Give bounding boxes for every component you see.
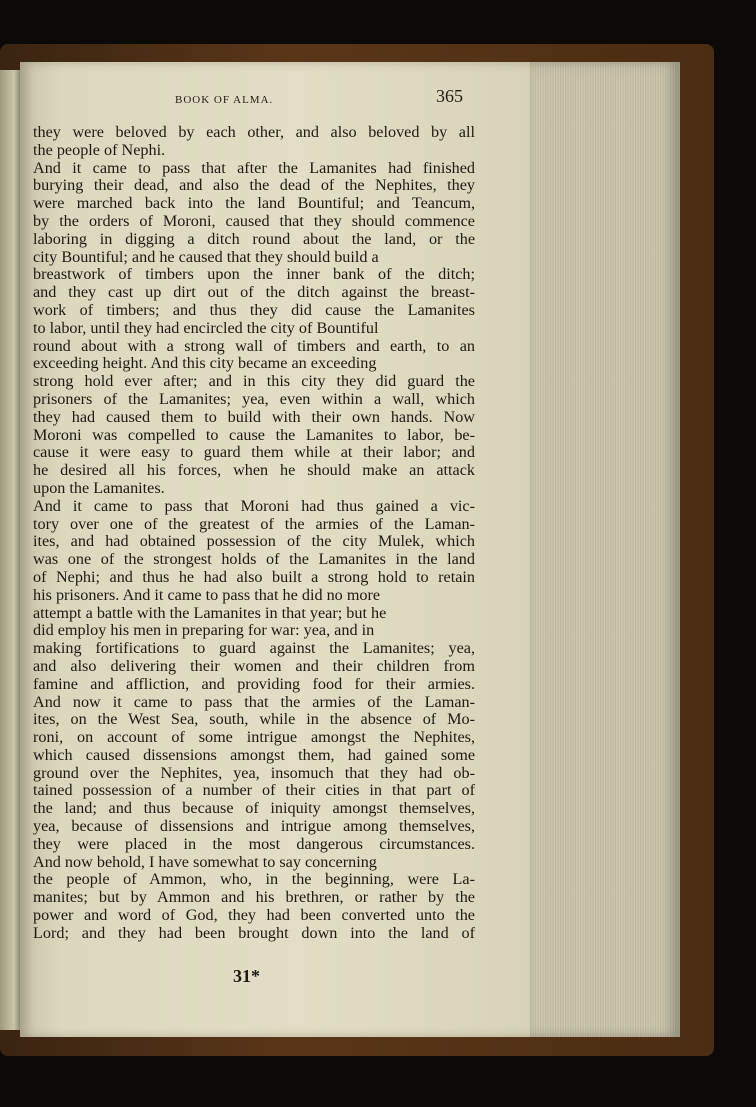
text-line: he desired all his forces, when he should make an attack [33,461,475,480]
text-line: And it came to pass that Moroni had thus gained a vic- [33,496,475,515]
text-line: they were placed in the most dangerous circumstances. [33,834,475,853]
text-line: the land; and thus because of iniquity amongst themselves, [33,799,475,818]
text-line: which caused dissensions amongst them, had gained some [33,745,475,764]
text-line: attempt a battle with the Lamanites in that year; but he [33,603,387,622]
text-line: the people of Ammon, who, in the beginning, were La- [33,870,475,889]
text-line: of Nephi; and thus he had also built a strong hold to retain [33,567,475,586]
text-line: work of timbers; and thus they did cause the Lamanites [33,300,475,319]
text-line: And now it came to pass that the armies of the Laman- [33,692,475,711]
text-line: breastwork of timbers upon the inner bank of the ditch; [33,265,475,284]
text-line: were marched back into the land Bountiful; and Teancum, [33,194,475,213]
text-line: they had caused them to build with their own hands. Now [33,407,475,426]
left-page-edge [0,70,20,1030]
text-line: roni, on account of some intrigue amongst the Nephites, [33,728,475,747]
text-line: laboring in digging a ditch round about the land, or the [33,229,475,248]
text-line: ites, on the West Sea, south, while in the absence of Mo- [33,710,475,729]
text-line: tory over one of the greatest of the armies of the Laman- [33,514,475,533]
text-line: power and word of God, they had been converted unto the [33,906,475,925]
text-line: city Bountiful; and he caused that they should build a [33,247,379,266]
text-line: Lord; and they had been brought down into the land of [33,923,475,942]
text-line: Moroni was compelled to cause the Lamanites to labor, be- [33,425,475,444]
text-line: cause it were easy to guard them while at their labor; and [33,443,475,462]
text-line: yea, because of dissensions and intrigue among themselves, [33,817,475,836]
text-line: upon the Lamanites. [33,478,165,497]
text-line: ites, and had obtained possession of the city Mulek, which [33,532,475,551]
text-line: and they cast up dirt out of the ditch against the breast- [33,283,475,302]
text-line: And now behold, I have somewhat to say concerning [33,852,377,871]
text-line: to labor, until they had encircled the city of Bountiful [33,318,379,337]
text-line: tained possession of a number of their cities in that part of [33,781,475,800]
body-text [33,124,475,943]
text-line: exceeding height. And this city became an exceeding [33,354,377,373]
text-line: ground over the Nephites, yea, insomuch that they had ob- [33,763,475,782]
text-line: famine and affliction, and providing food for their armies. [33,674,475,693]
page-number: 365 [436,86,463,106]
text-line: strong hold ever after; and in this city they did guard the [33,372,475,391]
text-line: they were beloved by each other, and also beloved by all [33,123,475,141]
text-line: manites; but by Ammon and his brethren, or rather by the [33,888,475,907]
text-line: burying their dead, and also the dead of the Nephites, they [33,176,475,195]
text-line: was one of the strongest holds of the Lamanites in the land [33,550,475,569]
signature-mark: 31* [233,966,260,986]
running-title: BOOK OF ALMA. [175,94,274,106]
text-line: prisoners of the Lamanites; yea, even within a wall, which [33,389,475,408]
page-fore-edge [530,62,680,1037]
text-line: round about with a strong wall of timbers and earth, to an [33,336,475,355]
page-header [40,86,480,114]
text-line: making fortifications to guard against the Lamanites; yea, [33,639,475,658]
text-line: his prisoners. And it came to pass that he did no more [33,585,381,604]
text-line: And it came to pass that after the Lamanites had finished [33,158,475,177]
text-line: the people of Nephi. [33,140,166,159]
text-line: and also delivering their women and their children from [33,656,475,675]
text-line: by the orders of Moroni, caused that they should commence [33,211,475,230]
text-line: did employ his men in preparing for war: yea, and in [33,621,375,640]
